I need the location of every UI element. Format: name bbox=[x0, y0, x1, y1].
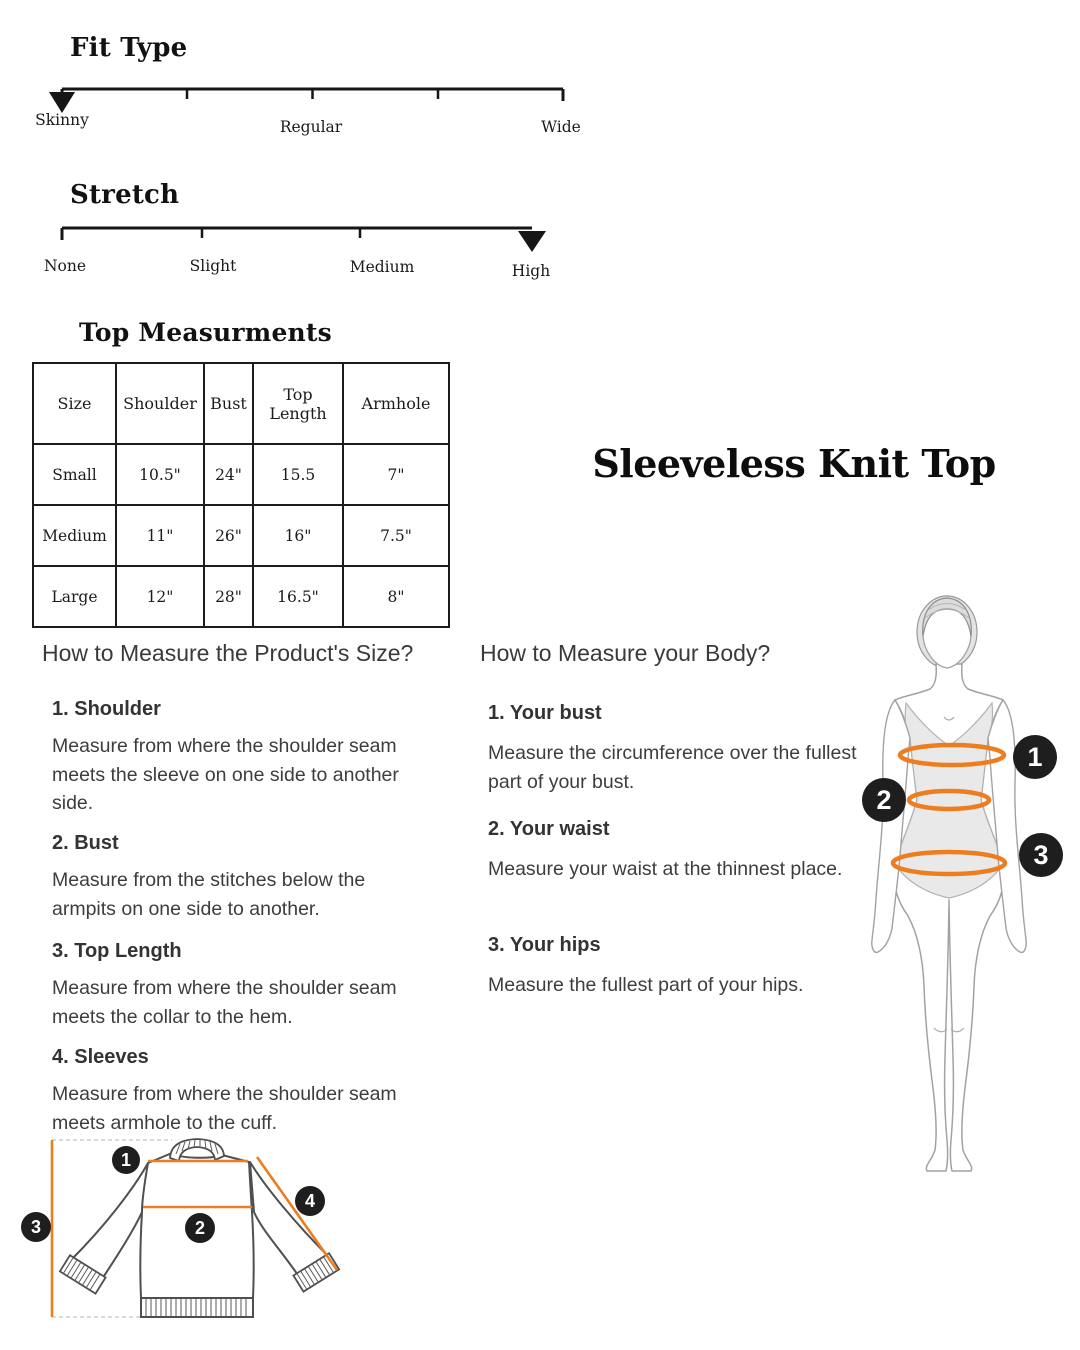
product-guide-item-4-label: 4. Sleeves bbox=[52, 1046, 149, 1068]
fit-type-title: Fit Type bbox=[70, 33, 188, 63]
cell-small-armhole: 7" bbox=[343, 444, 449, 505]
product-guide-item-1-text: Measure from where the shoulder seam meets the sleeve on one side to another side. bbox=[52, 735, 399, 814]
svg-text:1: 1 bbox=[120, 1150, 132, 1170]
product-title: Sleeveless Knit Top bbox=[592, 441, 996, 486]
product-guide-item-1-label: 1. Shoulder bbox=[52, 698, 161, 720]
body-guide-item-3-text: Measure the fullest part of your hips. bbox=[488, 974, 804, 996]
col-header-shoulder: Shoulder bbox=[116, 363, 204, 444]
body-guide-item-3-label: 3. Your hips bbox=[488, 934, 601, 956]
cell-small-size: Small bbox=[33, 444, 116, 505]
svg-text:2: 2 bbox=[876, 785, 892, 815]
body-guide-item-2-label: 2. Your waist bbox=[488, 818, 610, 840]
table-row-medium bbox=[33, 505, 449, 566]
svg-text:4: 4 bbox=[304, 1191, 316, 1211]
product-guide-title: How to Measure the Product's Size? bbox=[42, 640, 414, 666]
cell-medium-shoulder: 11" bbox=[116, 505, 204, 566]
cell-large-bust: 28" bbox=[204, 566, 253, 627]
cell-medium-armhole: 7.5" bbox=[343, 505, 449, 566]
body-marker-2 bbox=[862, 778, 906, 822]
body-figure-illustration bbox=[848, 588, 1068, 1198]
col-header-armhole: Armhole bbox=[343, 363, 449, 444]
stretch-scale bbox=[48, 220, 548, 260]
body-guide-item-1-text: Measure the circumference over the fullest part of your bust. bbox=[488, 742, 857, 793]
product-guide-item-4-text: Measure from where the shoulder seam meets armhole to the cuff. bbox=[52, 1083, 397, 1134]
col-header-size: Size bbox=[33, 363, 116, 444]
fit-indicator-arrow bbox=[49, 92, 75, 113]
measurements-table bbox=[32, 362, 450, 628]
figure-right-arm bbox=[988, 700, 1026, 952]
sweater-marker-4 bbox=[295, 1186, 325, 1216]
table-row-small bbox=[33, 444, 449, 505]
cell-large-top-length: 16.5" bbox=[253, 566, 343, 627]
stretch-label-none: None bbox=[43, 257, 87, 275]
cell-large-shoulder: 12" bbox=[116, 566, 204, 627]
stretch-title: Stretch bbox=[70, 180, 180, 210]
stretch-label-medium: Medium bbox=[349, 258, 415, 276]
body-guide-item-1-label: 1. Your bust bbox=[488, 702, 602, 724]
cell-large-size: Large bbox=[33, 566, 116, 627]
sweater-measure-diagram bbox=[18, 1128, 363, 1343]
fit-label-wide: Wide bbox=[541, 118, 581, 136]
product-guide-item-2-text: Measure from the stitches below the armpits on one side to another. bbox=[52, 869, 366, 920]
svg-text:3: 3 bbox=[30, 1217, 42, 1237]
body-marker-3 bbox=[1019, 833, 1063, 877]
stretch-label-high: High bbox=[511, 262, 551, 280]
fit-type-scale bbox=[48, 80, 578, 120]
table-header-row bbox=[33, 363, 449, 444]
cell-small-bust: 24" bbox=[204, 444, 253, 505]
cell-medium-top-length: 16" bbox=[253, 505, 343, 566]
svg-text:2: 2 bbox=[194, 1218, 206, 1238]
body-guide-title: How to Measure your Body? bbox=[480, 640, 771, 666]
product-guide-item-2-label: 2. Bust bbox=[52, 832, 119, 854]
product-guide-item-3-text: Measure from where the shoulder seam meets the collar to the hem. bbox=[52, 977, 397, 1028]
svg-text:1: 1 bbox=[1027, 742, 1043, 772]
fit-label-regular: Regular bbox=[279, 118, 343, 136]
body-guide-item-2-text: Measure your waist at the thinnest place. bbox=[488, 858, 843, 880]
svg-text:3: 3 bbox=[1033, 840, 1049, 870]
stretch-label-slight: Slight bbox=[189, 257, 237, 275]
sweater-hem-band bbox=[141, 1298, 253, 1317]
cell-small-shoulder: 10.5" bbox=[116, 444, 204, 505]
cell-small-top-length: 15.5 bbox=[253, 444, 343, 505]
body-marker-1 bbox=[1013, 735, 1057, 779]
fit-label-skinny: Skinny bbox=[35, 111, 89, 129]
measurements-table-title: Top Measurments bbox=[79, 318, 332, 347]
cell-medium-size: Medium bbox=[33, 505, 116, 566]
stretch-indicator-arrow bbox=[518, 231, 546, 252]
cell-large-armhole: 8" bbox=[343, 566, 449, 627]
product-guide-item-3-label: 3. Top Length bbox=[52, 940, 182, 962]
sweater-marker-1 bbox=[112, 1146, 140, 1174]
col-header-bust: Bust bbox=[204, 363, 253, 444]
col-header-top-length: Top Length bbox=[253, 363, 343, 444]
sweater-marker-3 bbox=[21, 1212, 51, 1242]
cell-medium-bust: 26" bbox=[204, 505, 253, 566]
table-row-large bbox=[33, 566, 449, 627]
figure-left-arm bbox=[872, 700, 910, 952]
sweater-marker-2 bbox=[185, 1213, 215, 1243]
